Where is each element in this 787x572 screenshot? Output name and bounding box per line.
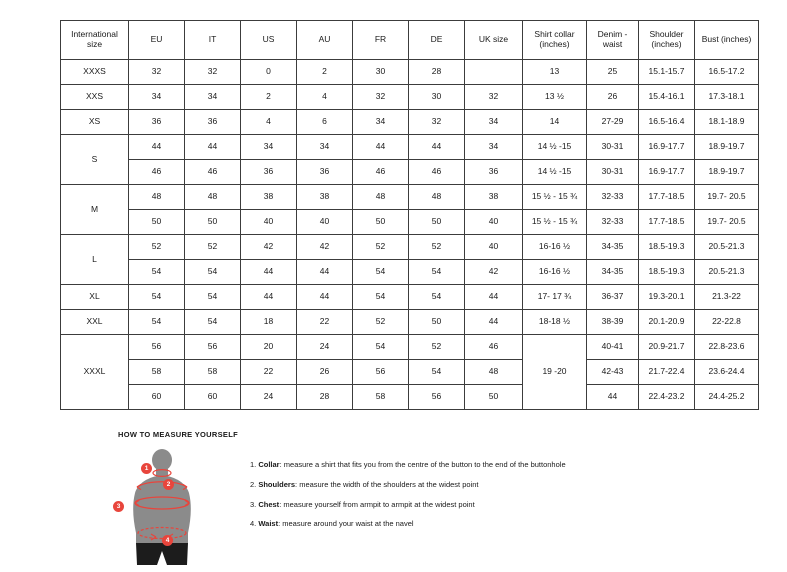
cell-us: 34 <box>241 135 297 160</box>
cell-denim-waist: 38-39 <box>587 310 639 335</box>
instruction-text: : measure around your waist at the navel <box>278 519 414 529</box>
cell-shirt-collar: 14 <box>523 110 587 135</box>
cell-eu: 46 <box>129 160 185 185</box>
instruction-number: 4. <box>250 519 259 529</box>
cell-fr: 56 <box>353 360 409 385</box>
cell-it: 36 <box>185 110 241 135</box>
table-row <box>61 235 759 260</box>
cell-us: 44 <box>241 260 297 285</box>
cell-eu: 32 <box>129 60 185 85</box>
cell-it: 44 <box>185 135 241 160</box>
measure-instruction <box>250 520 718 528</box>
column-header-us: US <box>241 21 297 60</box>
cell-fr: 50 <box>353 210 409 235</box>
cell-it: 58 <box>185 360 241 385</box>
cell-shoulder: 16.9-17.7 <box>639 160 695 185</box>
cell-it: 54 <box>185 310 241 335</box>
cell-uk-size: 38 <box>465 185 523 210</box>
cell-eu: 44 <box>129 135 185 160</box>
cell-fr: 44 <box>353 135 409 160</box>
cell-bust: 19.7- 20.5 <box>695 185 759 210</box>
cell-us: 22 <box>241 360 297 385</box>
cell-shoulder: 17.7-18.5 <box>639 210 695 235</box>
cell-au: 42 <box>297 235 353 260</box>
cell-fr: 48 <box>353 185 409 210</box>
table-row <box>61 385 759 410</box>
cell-fr: 54 <box>353 260 409 285</box>
cell-eu: 48 <box>129 185 185 210</box>
cell-bust: 22-22.8 <box>695 310 759 335</box>
cell-shirt-collar: 16-16 ½ <box>523 260 587 285</box>
cell-international-size: XXXL <box>61 335 129 410</box>
cell-au: 26 <box>297 360 353 385</box>
cell-au: 34 <box>297 135 353 160</box>
cell-shirt-collar: 18-18 ½ <box>523 310 587 335</box>
cell-au: 38 <box>297 185 353 210</box>
cell-eu: 58 <box>129 360 185 385</box>
cell-it: 32 <box>185 60 241 85</box>
torso-diagram-icon <box>118 447 228 567</box>
cell-shirt-collar: 17- 17 ¾ <box>523 285 587 310</box>
instruction-term: Chest <box>258 499 280 509</box>
cell-uk-size: 48 <box>465 360 523 385</box>
cell-denim-waist: 44 <box>587 385 639 410</box>
cell-au: 2 <box>297 60 353 85</box>
cell-it: 34 <box>185 85 241 110</box>
cell-denim-waist: 25 <box>587 60 639 85</box>
badge-shoulders: 2 <box>163 479 174 490</box>
cell-shirt-collar: 19 -20 <box>523 335 587 410</box>
cell-uk-size <box>465 60 523 85</box>
table-row <box>61 135 759 160</box>
cell-us: 4 <box>241 110 297 135</box>
cell-us: 40 <box>241 210 297 235</box>
cell-denim-waist: 34-35 <box>587 260 639 285</box>
cell-fr: 46 <box>353 160 409 185</box>
badge-chest: 3 <box>113 501 124 512</box>
cell-bust: 19.7- 20.5 <box>695 210 759 235</box>
cell-it: 46 <box>185 160 241 185</box>
how-to-measure-section <box>118 430 718 567</box>
cell-eu: 56 <box>129 335 185 360</box>
cell-bust: 24.4-25.2 <box>695 385 759 410</box>
cell-uk-size: 40 <box>465 210 523 235</box>
cell-uk-size: 34 <box>465 135 523 160</box>
cell-it: 60 <box>185 385 241 410</box>
cell-shoulder: 20.9-21.7 <box>639 335 695 360</box>
measure-instructions-list <box>250 447 718 540</box>
cell-uk-size: 40 <box>465 235 523 260</box>
cell-it: 54 <box>185 285 241 310</box>
table-row <box>61 110 759 135</box>
cell-denim-waist: 34-35 <box>587 235 639 260</box>
instruction-number: 3. <box>250 499 259 509</box>
instruction-term: Collar <box>258 460 280 469</box>
cell-shirt-collar: 16-16 ½ <box>523 235 587 260</box>
cell-eu: 54 <box>129 310 185 335</box>
cell-denim-waist: 30-31 <box>587 135 639 160</box>
column-header-au: AU <box>297 21 353 60</box>
cell-eu: 54 <box>129 285 185 310</box>
instruction-text: : measure a shirt that fits you from the centre of the button to the end of the buttonhole <box>279 460 566 469</box>
cell-eu: 52 <box>129 235 185 260</box>
badge-collar: 1 <box>141 463 152 474</box>
cell-fr: 54 <box>353 285 409 310</box>
cell-shoulder: 21.7-22.4 <box>639 360 695 385</box>
cell-it: 48 <box>185 185 241 210</box>
table-row <box>61 310 759 335</box>
cell-de: 46 <box>409 160 465 185</box>
table-row <box>61 335 759 360</box>
cell-shoulder: 16.5-16.4 <box>639 110 695 135</box>
cell-shoulder: 15.4-16.1 <box>639 85 695 110</box>
cell-shoulder: 18.5-19.3 <box>639 235 695 260</box>
instruction-number: 2. <box>250 479 259 489</box>
instruction-text: : measure the width of the shoulders at the widest point <box>295 479 479 489</box>
cell-bust: 23.6-24.4 <box>695 360 759 385</box>
cell-fr: 30 <box>353 60 409 85</box>
cell-shoulder: 16.9-17.7 <box>639 135 695 160</box>
cell-shirt-collar: 13 <box>523 60 587 85</box>
cell-au: 28 <box>297 385 353 410</box>
cell-denim-waist: 27-29 <box>587 110 639 135</box>
cell-denim-waist: 32-33 <box>587 210 639 235</box>
measure-instruction <box>250 461 718 469</box>
cell-bust: 20.5-21.3 <box>695 235 759 260</box>
cell-international-size: L <box>61 235 129 285</box>
cell-us: 44 <box>241 285 297 310</box>
cell-shoulder: 17.7-18.5 <box>639 185 695 210</box>
cell-de: 50 <box>409 310 465 335</box>
cell-uk-size: 36 <box>465 160 523 185</box>
cell-international-size: XL <box>61 285 129 310</box>
cell-de: 52 <box>409 335 465 360</box>
instruction-number: 1. <box>250 460 259 469</box>
how-to-measure-title: HOW TO MEASURE YOURSELF <box>118 430 238 439</box>
cell-shirt-collar: 14 ½ -15 <box>523 160 587 185</box>
cell-bust: 16.5-17.2 <box>695 60 759 85</box>
cell-bust: 18.9-19.7 <box>695 160 759 185</box>
cell-eu: 36 <box>129 110 185 135</box>
cell-bust: 22.8-23.6 <box>695 335 759 360</box>
cell-shoulder: 22.4-23.2 <box>639 385 695 410</box>
table-row <box>61 260 759 285</box>
table-body <box>61 60 759 410</box>
cell-us: 36 <box>241 160 297 185</box>
cell-shirt-collar: 13 ½ <box>523 85 587 110</box>
measurement-figure <box>118 447 228 567</box>
cell-us: 24 <box>241 385 297 410</box>
cell-de: 48 <box>409 185 465 210</box>
cell-de: 54 <box>409 260 465 285</box>
cell-bust: 18.1-18.9 <box>695 110 759 135</box>
cell-bust: 18.9-19.7 <box>695 135 759 160</box>
cell-de: 32 <box>409 110 465 135</box>
cell-international-size: XXL <box>61 310 129 335</box>
cell-it: 52 <box>185 235 241 260</box>
cell-international-size: XXXS <box>61 60 129 85</box>
cell-de: 44 <box>409 135 465 160</box>
cell-eu: 54 <box>129 260 185 285</box>
measure-instruction <box>250 501 718 509</box>
cell-au: 36 <box>297 160 353 185</box>
table-row <box>61 285 759 310</box>
cell-de: 54 <box>409 360 465 385</box>
table-row <box>61 160 759 185</box>
cell-au: 40 <box>297 210 353 235</box>
cell-denim-waist: 42-43 <box>587 360 639 385</box>
cell-uk-size: 32 <box>465 85 523 110</box>
cell-international-size: S <box>61 135 129 185</box>
cell-fr: 32 <box>353 85 409 110</box>
size-chart-table <box>60 20 759 410</box>
column-header-bust: Bust (inches) <box>695 21 759 60</box>
column-header-international-size: International size <box>61 21 129 60</box>
table-row <box>61 60 759 85</box>
cell-bust: 20.5-21.3 <box>695 260 759 285</box>
cell-fr: 54 <box>353 335 409 360</box>
cell-shoulder: 19.3-20.1 <box>639 285 695 310</box>
cell-fr: 58 <box>353 385 409 410</box>
table-row <box>61 360 759 385</box>
cell-international-size: M <box>61 185 129 235</box>
cell-us: 38 <box>241 185 297 210</box>
cell-au: 6 <box>297 110 353 135</box>
cell-eu: 50 <box>129 210 185 235</box>
instruction-term: Shoulders <box>258 479 296 489</box>
cell-denim-waist: 32-33 <box>587 185 639 210</box>
cell-de: 28 <box>409 60 465 85</box>
column-header-shirt-collar: Shirt collar (inches) <box>523 21 587 60</box>
cell-de: 56 <box>409 385 465 410</box>
table-header-row <box>61 21 759 60</box>
cell-us: 0 <box>241 60 297 85</box>
cell-fr: 52 <box>353 235 409 260</box>
cell-it: 50 <box>185 210 241 235</box>
cell-it: 56 <box>185 335 241 360</box>
cell-denim-waist: 36-37 <box>587 285 639 310</box>
cell-shoulder: 20.1-20.9 <box>639 310 695 335</box>
cell-bust: 17.3-18.1 <box>695 85 759 110</box>
cell-uk-size: 46 <box>465 335 523 360</box>
cell-us: 20 <box>241 335 297 360</box>
measure-instruction <box>250 481 718 489</box>
cell-uk-size: 42 <box>465 260 523 285</box>
cell-uk-size: 34 <box>465 110 523 135</box>
cell-shirt-collar: 15 ½ - 15 ¾ <box>523 185 587 210</box>
instruction-text: : measure yourself from armpit to armpit at the widest point <box>279 499 475 509</box>
cell-au: 4 <box>297 85 353 110</box>
cell-shirt-collar: 14 ½ -15 <box>523 135 587 160</box>
cell-us: 42 <box>241 235 297 260</box>
column-header-de: DE <box>409 21 465 60</box>
cell-us: 18 <box>241 310 297 335</box>
column-header-eu: EU <box>129 21 185 60</box>
cell-denim-waist: 40-41 <box>587 335 639 360</box>
cell-de: 52 <box>409 235 465 260</box>
column-header-fr: FR <box>353 21 409 60</box>
cell-shoulder: 18.5-19.3 <box>639 260 695 285</box>
table-row <box>61 210 759 235</box>
table-row <box>61 185 759 210</box>
cell-uk-size: 50 <box>465 385 523 410</box>
column-header-uk-size: UK size <box>465 21 523 60</box>
cell-denim-waist: 26 <box>587 85 639 110</box>
cell-eu: 60 <box>129 385 185 410</box>
cell-shirt-collar: 15 ½ - 15 ¾ <box>523 210 587 235</box>
size-chart-container <box>60 20 752 410</box>
cell-us: 2 <box>241 85 297 110</box>
cell-shoulder: 15.1-15.7 <box>639 60 695 85</box>
cell-au: 22 <box>297 310 353 335</box>
cell-au: 44 <box>297 260 353 285</box>
cell-de: 50 <box>409 210 465 235</box>
cell-it: 54 <box>185 260 241 285</box>
cell-fr: 52 <box>353 310 409 335</box>
cell-uk-size: 44 <box>465 285 523 310</box>
cell-au: 44 <box>297 285 353 310</box>
cell-denim-waist: 30-31 <box>587 160 639 185</box>
cell-de: 54 <box>409 285 465 310</box>
cell-au: 24 <box>297 335 353 360</box>
cell-international-size: XS <box>61 110 129 135</box>
column-header-it: IT <box>185 21 241 60</box>
cell-uk-size: 44 <box>465 310 523 335</box>
badge-waist: 4 <box>162 535 173 546</box>
cell-fr: 34 <box>353 110 409 135</box>
column-header-denim-waist: Denim - waist <box>587 21 639 60</box>
cell-bust: 21.3-22 <box>695 285 759 310</box>
instruction-term: Waist <box>258 519 279 529</box>
table-row <box>61 85 759 110</box>
column-header-shoulder: Shoulder (inches) <box>639 21 695 60</box>
cell-international-size: XXS <box>61 85 129 110</box>
cell-de: 30 <box>409 85 465 110</box>
cell-eu: 34 <box>129 85 185 110</box>
